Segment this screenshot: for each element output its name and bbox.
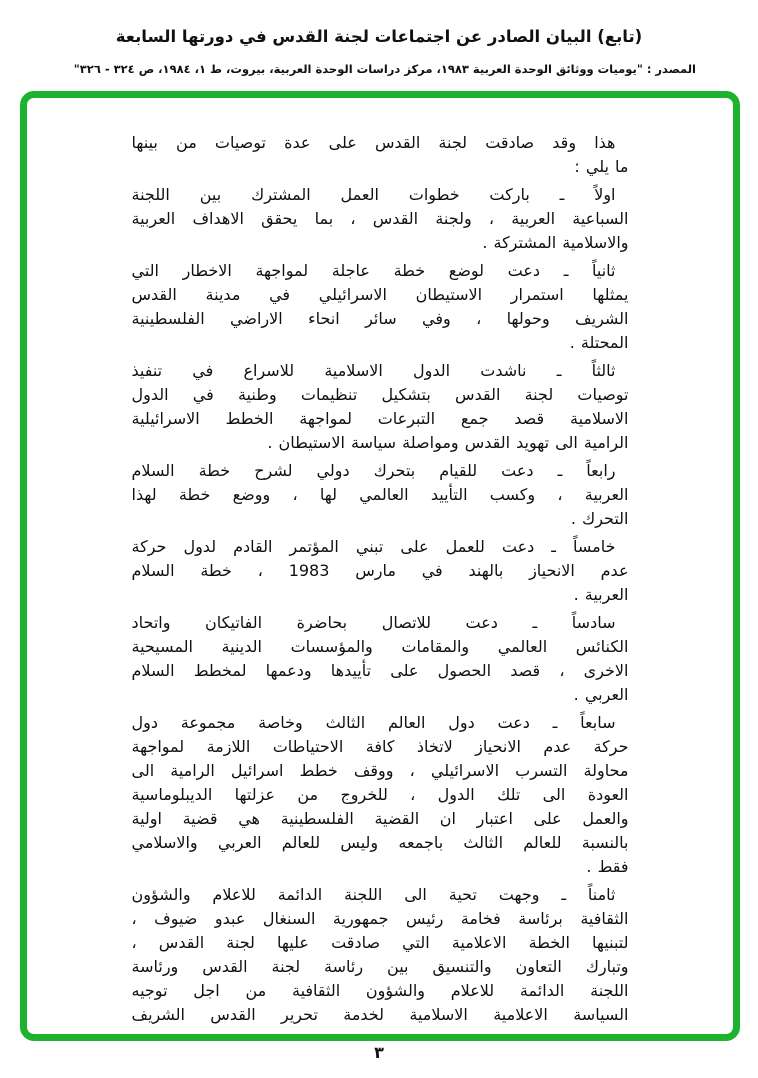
page-number: ٣ (374, 1043, 384, 1062)
paragraph-3 (132, 359, 629, 455)
text-line: والعمل على اعتبار ان القضية الفلسطينية هي قضية اولية (131, 809, 629, 828)
text-line: وتبارك التعاون والتنسيق بين رئاسة لجنة القدس ورئاسة (131, 957, 629, 976)
text-line: سابعاً ـ دعت دول العالم الثالث وخاصة مجموعة دول (131, 713, 616, 732)
paragraph-2 (132, 259, 629, 355)
text-line: العودة الى تلك الدول ، للخروج من عزلتها الديبلوماسية (131, 785, 629, 804)
text-line: ثامناً ـ وجهت تحية الى اللجنة الدائمة للاعلام والشؤون (131, 885, 616, 904)
paragraph-1 (132, 183, 629, 255)
document-body (132, 98, 629, 1027)
text-line: العربية . (573, 585, 629, 604)
text-line: خامساً ـ دعت للعمل على تبني المؤتمر القادم لدول حركة (131, 537, 616, 556)
text-line: يمثلها استمرار الاستيطان الاسرائيلي في مدينة القدس (131, 285, 629, 304)
text-line: الثقافية برئاسة فخامة رئيس جمهورية السنغال عبدو ضيوف ، (131, 909, 629, 928)
text-line: والاسلامية المشتركة . (482, 233, 629, 252)
text-line: اولاً ـ باركت خطوات العمل المشترك بين اللجنة (131, 185, 616, 204)
paragraph-6 (132, 611, 629, 707)
source-citation: المصدر : "يوميات ووثائق الوحدة العربية ١٩٨٣، مركز دراسات الوحدة العربية، بيروت، ط ١، ١٩٨٤، ص ٣٢٤ - ٣٢٦" (73, 62, 696, 76)
paragraph-5 (132, 535, 629, 607)
text-line: لتبنيها الخطة الاعلامية التي صادقت عليها لجنة القدس ، (131, 933, 629, 952)
text-line: اللجنة الدائمة للاعلام والشؤون الثقافية من اجل توجيه (131, 981, 629, 1000)
text-line: رابعاً ـ دعت للقيام بتحرك دولي لشرح خطة السلام (131, 461, 616, 480)
text-line: العربي . (573, 685, 629, 704)
text-line: توصيات لجنة القدس بتشكيل تنظيمات وطنية في الدول (131, 385, 629, 404)
text-line: الكنائس العالمي والمقامات والمؤسسات الدينية المسيحية (131, 637, 629, 656)
text-line: الرامية الى تهويد القدس ومواصلة سياسة الاستيطان . (267, 433, 629, 452)
text-line: التحرك . (570, 509, 629, 528)
text-line: فقط . (586, 857, 629, 876)
text-line: محاولة التسرب الاسرائيلي ، ووقف خطط اسرائيل الرامية الى (131, 761, 629, 780)
text-line: ثانياً ـ دعت لوضع خطة عاجلة لمواجهة الاخطار التي (131, 261, 616, 280)
paragraph-8 (132, 883, 629, 1027)
text-line: السياسة الاعلامية الاسلامية لخدمة تحرير القدس الشريف (131, 1005, 629, 1024)
text-line: العربية ، وكسب التأييد العالمي لها ، ووضع خطة لهذا (131, 485, 629, 504)
text-line: بالنسبة للعالم الثالث باجمعه وليس للعالم العربي والاسلامي (131, 833, 629, 852)
paragraph-0 (132, 131, 629, 179)
text-line: حركة عدم الانحياز لاتخاذ كافة الاحتياطات اللازمة لمواجهة (131, 737, 629, 756)
text-line: سادساً ـ دعت للاتصال بحاضرة الفاتيكان واتحاد (131, 613, 616, 632)
text-line: الاخرى ، قصد الحصول على تأييدها ودعمها لمخطط السلام (131, 661, 629, 680)
paragraph-4 (132, 459, 629, 531)
text-line: ثالثاً ـ ناشدت الدول الاسلامية للاسراع في تنفيذ (131, 361, 616, 380)
text-line: هذا وقد صادقت لجنة القدس على عدة توصيات من بينها (131, 133, 616, 152)
text-line: عدم الانحياز بالهند في مارس 1983 ، خطة السلام (131, 561, 629, 580)
text-line: ما يلي : (574, 157, 629, 176)
text-line: السباعية العربية ، ولجنة القدس ، بما يحقق الاهداف العربية (131, 209, 629, 228)
paragraph-7 (132, 711, 629, 879)
document-title: (تابع) البيان الصادر عن اجتماعات لجنة القدس في دورتها السابعة (115, 27, 643, 46)
text-line: الشريف وحولها ، وفي سائر انحاء الاراضي الفلسطينية (131, 309, 629, 328)
text-line: المحتلة . (569, 333, 629, 352)
text-line: الاسلامية قصد جمع التبرعات لمواجهة الخطط الاسرائيلية (131, 409, 629, 428)
green-border-frame (20, 91, 740, 1041)
